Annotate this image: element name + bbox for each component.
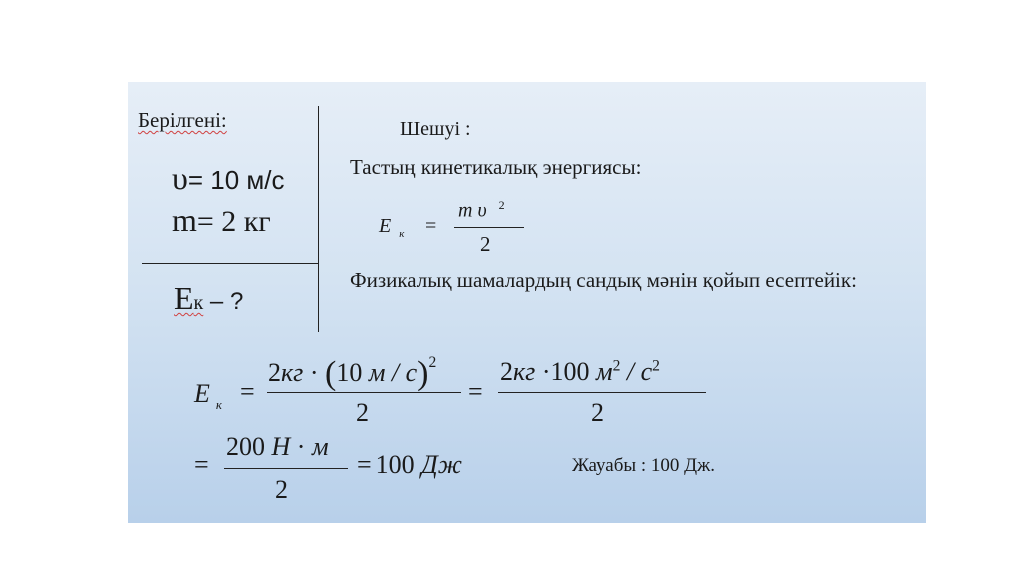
find-symbol: E (174, 280, 194, 316)
given-mass (172, 202, 271, 239)
calc-frac1-bar (267, 392, 461, 393)
calc-result: = 100 Дж (357, 450, 462, 479)
formula-caption: Тастың кинетикалық энергиясы: (350, 155, 642, 179)
velocity-symbol: υ (172, 160, 188, 196)
substitution-caption: Физикалық шамалардың сандық мәнін қойып есептейік: (350, 268, 857, 292)
given-heading: Берілгені: (138, 108, 227, 132)
mass-symbol: m (172, 202, 197, 238)
calc-frac1-numerator: 2кг · (10 м / с)$^2$ (268, 354, 437, 392)
calc-line2-eq: = (194, 450, 209, 479)
given-divider (142, 263, 319, 264)
formula-eq: = (425, 215, 437, 237)
formula-numerator: m υ $^2$ (458, 198, 505, 222)
calc-frac3-numerator: 200 Н · м (226, 432, 329, 461)
find-suffix: – ? (203, 288, 244, 315)
find-subscript: к (193, 292, 204, 314)
calc-frac1-denominator: 2 (356, 398, 369, 427)
formula-lhs: E $_к$ (379, 215, 405, 240)
formula-denominator: 2 (480, 232, 491, 256)
calc-frac3-denominator: 2 (275, 475, 288, 504)
formula-fraction-bar (454, 227, 524, 228)
calc-frac2-denominator: 2 (591, 398, 604, 427)
calc-frac2-numerator: 2кг ·100 $м^2 / с^2$ (500, 357, 660, 386)
given-velocity (172, 160, 285, 197)
calc-frac2-bar (498, 392, 706, 393)
solution-heading: Шешуі : (400, 118, 471, 140)
mass-value: = 2 кг (196, 205, 271, 238)
calc-frac3-bar (224, 468, 348, 469)
calc-eq2: = (468, 377, 483, 406)
slide-canvas (128, 82, 926, 523)
given-vertical-divider (318, 106, 319, 332)
calc-lhs: E $_к$ (194, 379, 222, 412)
velocity-value: = 10 м/с (187, 165, 285, 195)
given-find (174, 280, 243, 317)
answer-text: Жауабы : 100 Дж. (572, 455, 716, 476)
calc-eq: = (240, 377, 255, 406)
